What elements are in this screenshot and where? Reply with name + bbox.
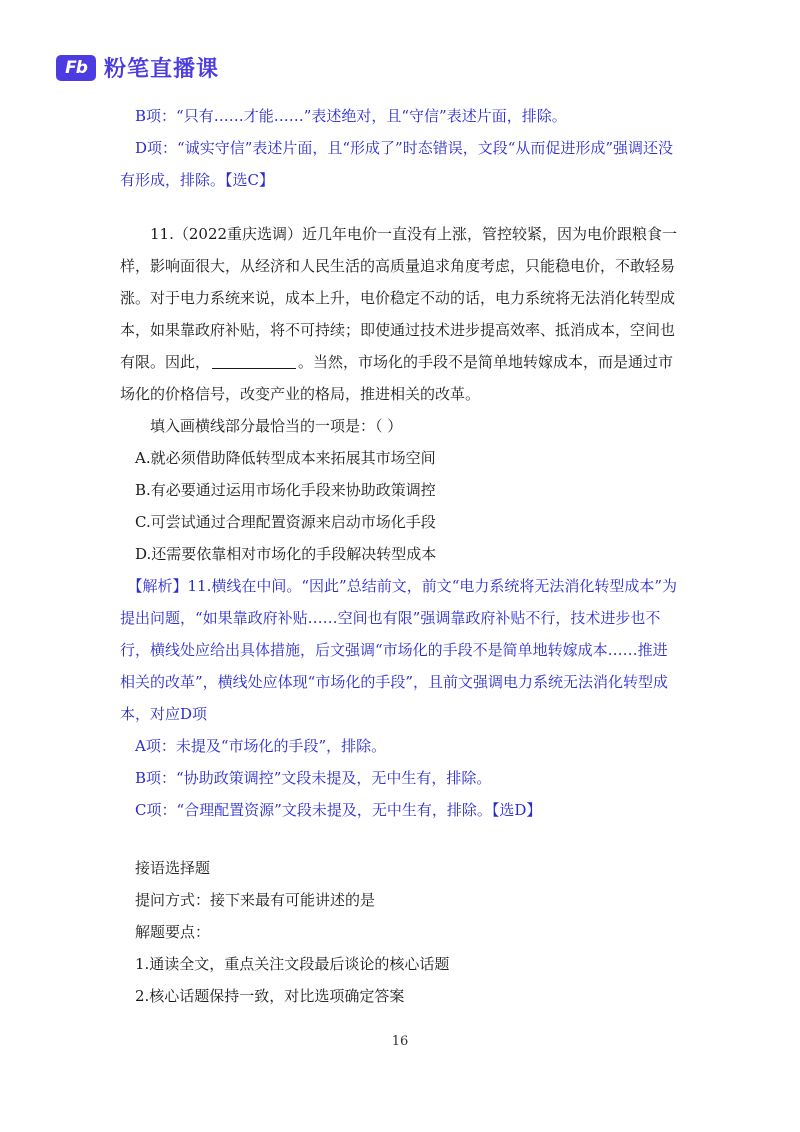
analysis-option-b: B项：“协助政策调控”文段未提及，无中生有，排除。	[135, 769, 492, 787]
option-d: D.还需要依靠相对市场化的手段解决转型成本	[135, 545, 437, 563]
section-title: 接语选择题	[135, 859, 211, 877]
option-c: C.可尝试通过合理配置资源来启动市场化手段	[135, 513, 436, 531]
question-prompt: 填入画横线部分最恰当的一项是：（ ）	[150, 417, 403, 435]
section-point-1: 1.通读全文，重点关注文段最后谈论的核心话题	[135, 955, 450, 973]
option-b: B.有必要通过运用市场化手段来协助政策调控	[135, 481, 436, 499]
section-continuation-questions	[120, 852, 680, 1012]
section-point-2: 2.核心话题保持一致，对比选项确定答案	[135, 987, 405, 1005]
analysis-option-c: C项：“合理配置资源”文段未提及，无中生有，排除。【选D】	[135, 801, 542, 819]
stem-before-blank: 11.（2022重庆选调）近几年电价一直没有上涨，管控较紧，因为电价跟粮食一样，影响面很大，从经济和人民生活的高质量追求角度考虑，只能稳电价，不敢轻易涨。对于电力系统来说，成本上升，电价稳定不动的话，电力系统将无法消化转型成本，如果靠政府补贴，将不可持续；即使通过技术进步提高效率、抵消成本，空间也有限。因此，	[120, 225, 678, 371]
stem-after-blank: 。当然，市场化的手段不是简单地转嫁成本，而是通过市场化的价格信号，改变产业的格局，推进相关的改革。	[120, 353, 674, 403]
analysis-11	[120, 570, 680, 826]
question-11	[120, 218, 680, 570]
prev-option-d-analysis: D项：“诚实守信”表述片面，且“形成了”时态错误，文段“从而促进形成”强调还没有形成，排除。【选C】	[120, 139, 674, 189]
prev-option-b-analysis: B项：“只有……才能……”表述绝对，且“守信”表述片面，排除。	[135, 107, 567, 125]
brand-header	[56, 52, 219, 83]
analysis-option-a: A项：未提及“市场化的手段”，排除。	[135, 737, 387, 755]
previous-analysis	[120, 100, 680, 196]
document-body	[120, 100, 680, 1012]
section-points-title: 解题要点：	[135, 923, 211, 941]
option-a: A.就必须借助降低转型成本来拓展其市场空间	[135, 449, 436, 467]
page-number: 16	[391, 1034, 409, 1049]
analysis-main: 【解析】11.横线在中间。“因此”总结前文，前文“电力系统将无法消化转型成本”为提出问题，“如果靠政府补贴……空间也有限”强调靠政府补贴不行，技术进步也不行，横线处应给出具体措施，后文强调“市场化的手段不是简单地转嫁成本……推进相关的改革”，横线处应体现“市场化的手段”，且前文强调电力系统无法消化转型成本，对应D项	[120, 577, 678, 723]
section-method: 提问方式：接下来最有可能讲述的是	[135, 891, 376, 909]
brand-name: 粉笔直播课	[104, 57, 220, 82]
answer-blank-line	[212, 352, 296, 369]
spacer	[120, 826, 680, 852]
question-stem	[120, 218, 680, 410]
fenbi-logo-icon: Fb	[56, 55, 96, 81]
spacer	[120, 196, 680, 218]
